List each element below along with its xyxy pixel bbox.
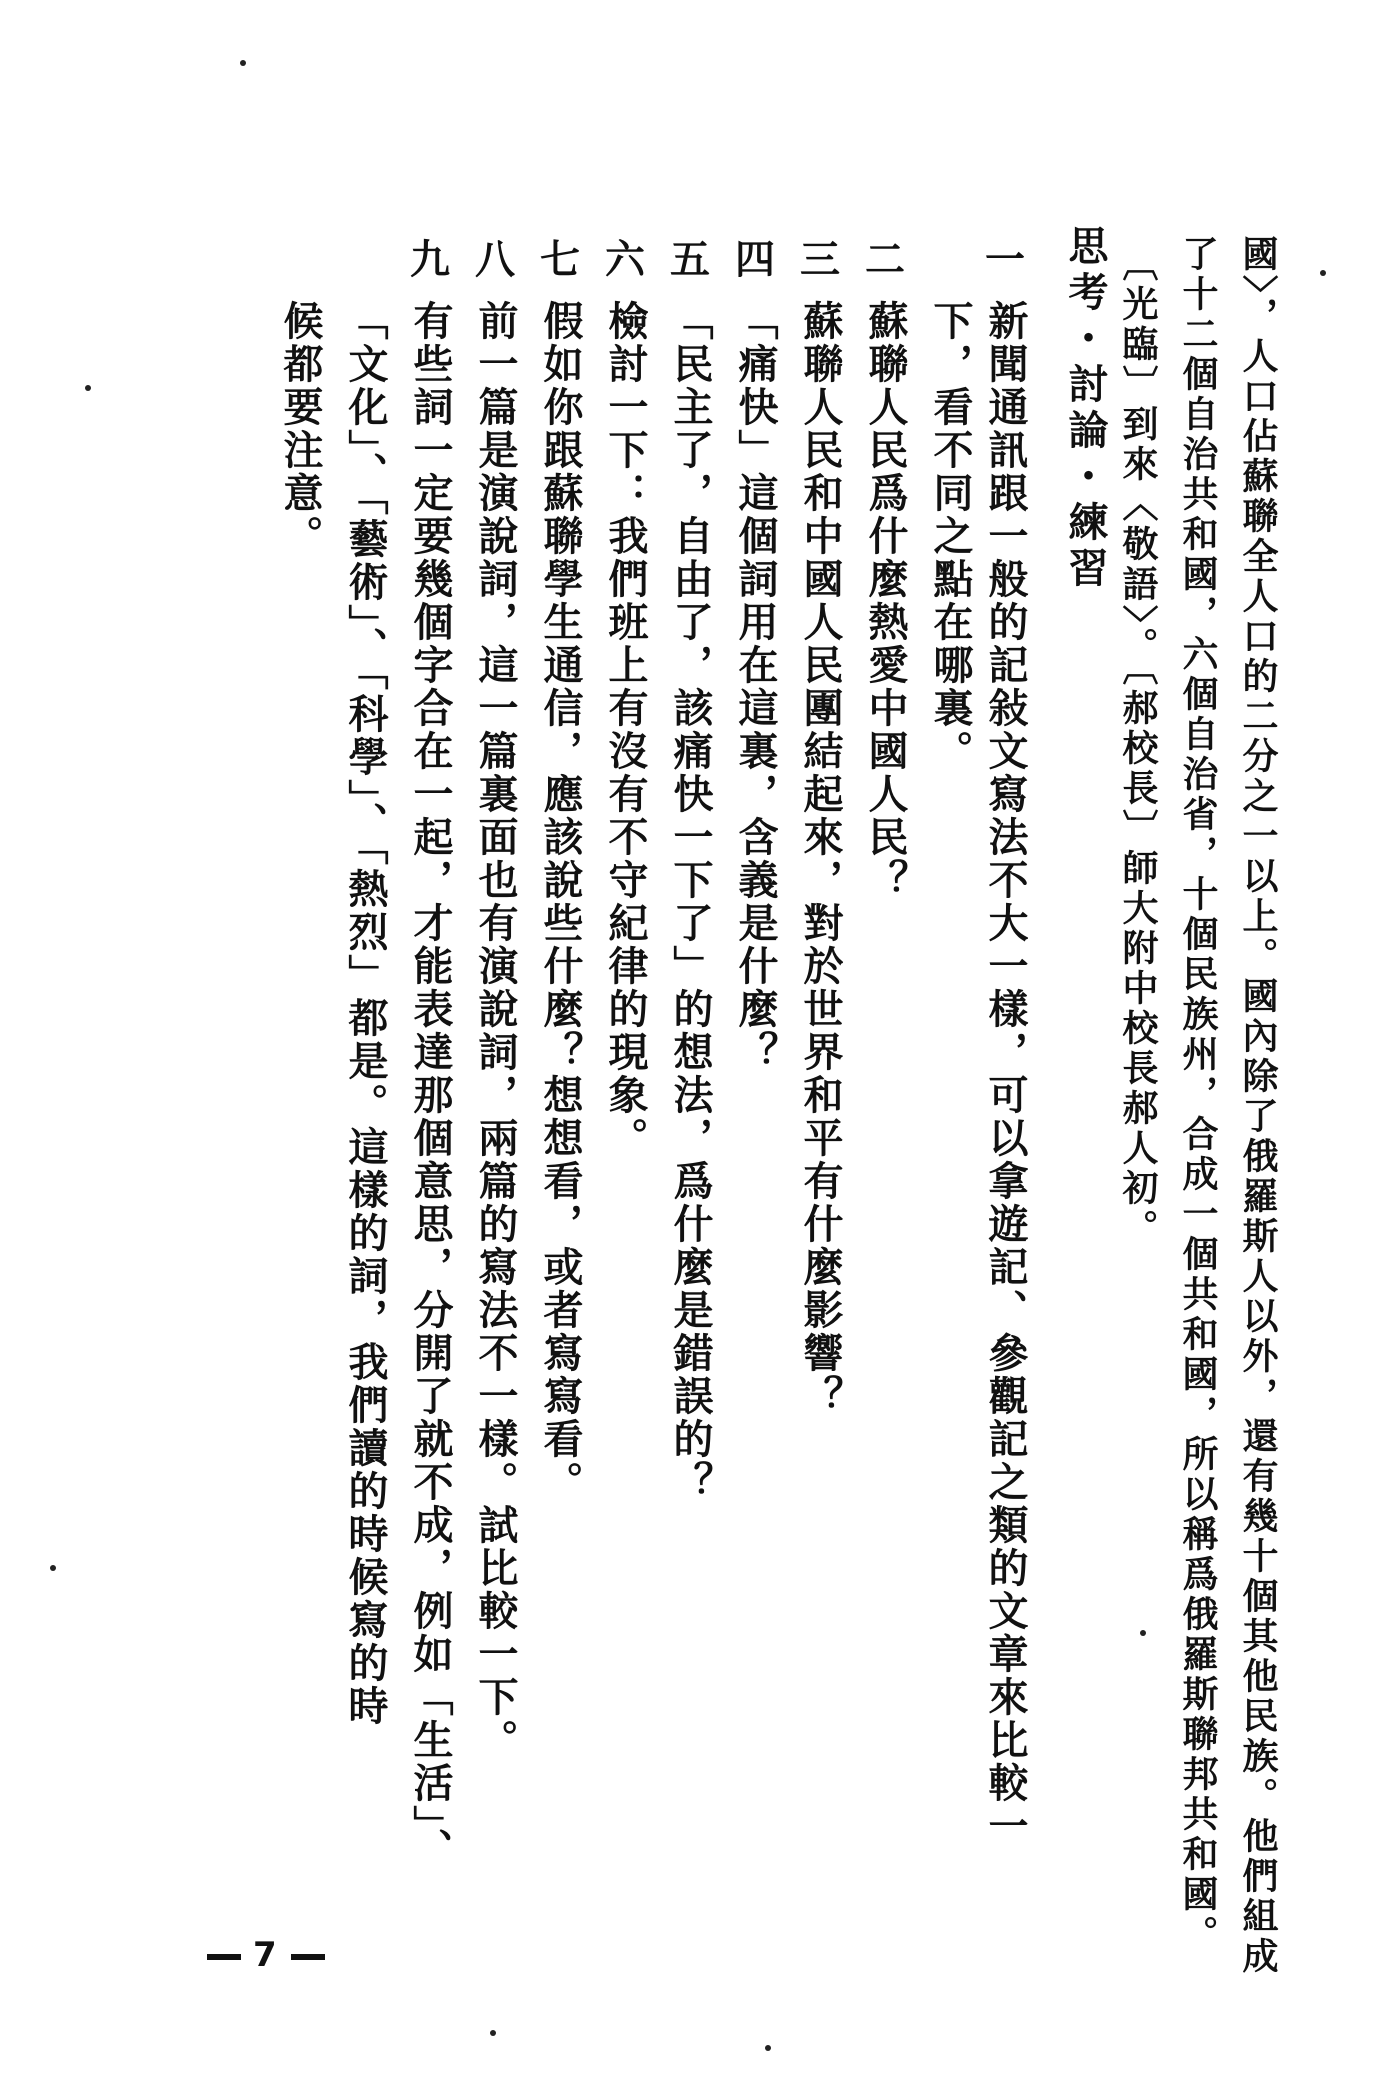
- question-line: 候都要注意。: [277, 300, 324, 558]
- note-line-3: 〔光臨〕到來〈敬語〉。〔郝校長〕師大附中校長郝人初。: [1117, 245, 1159, 1249]
- page-number: [195, 1935, 337, 1975]
- question-line: 下，看不同之點在哪裏。: [927, 300, 974, 773]
- scan-speck: [1320, 270, 1326, 276]
- dash-right: [291, 1954, 325, 1960]
- question-line: 「痛快」這個詞用在這裏，含義是什麼？: [732, 300, 779, 1074]
- scan-speck: [490, 2030, 496, 2036]
- question-line: 「文化」、「藝術」、「科學」、「熱烈」都是。這樣的詞，我們讀的時候寫的時: [342, 300, 389, 1728]
- question-number: 八: [475, 236, 515, 283]
- dash-left: [207, 1954, 241, 1960]
- scan-speck: [240, 60, 246, 66]
- question-number: 七: [540, 236, 580, 283]
- scan-speck: [85, 385, 91, 391]
- note-line-2: 了十二個自治共和國，六個自治省，十個民族州，合成一個共和國，所以稱爲俄羅斯聯邦共和國。: [1177, 235, 1219, 1955]
- question-line: 檢討一下：我們班上有沒有不守紀律的現象。: [602, 300, 649, 1160]
- question-number: 五: [670, 236, 710, 283]
- scan-speck: [50, 1565, 56, 1571]
- question-line: 蘇聯人民和中國人民團結起來，對於世界和平有什麼影響？: [797, 300, 844, 1418]
- question-line: 「民主了，自由了，該痛快一下了」的想法，爲什麼是錯誤的？: [667, 300, 714, 1504]
- page-number-value: 7: [253, 1935, 279, 1975]
- scan-speck: [765, 2045, 771, 2051]
- question-number: 三: [800, 236, 840, 283]
- question-number: 九: [410, 236, 450, 283]
- scan-speck: [1140, 1630, 1146, 1636]
- question-line: 假如你跟蘇聯學生通信，應該說些什麼？想想看，或者寫寫看。: [537, 300, 584, 1504]
- question-line: 有些詞一定要幾個字合在一起，才能表達那個意思，分開了就不成，例如「生活」、: [407, 300, 454, 1871]
- question-number: 六: [605, 236, 645, 283]
- question-line: 新聞通訊跟一般的記敍文寫法不大一樣，可以拿遊記、參觀記之類的文章來比較一: [982, 300, 1029, 1848]
- question-number: 二: [865, 236, 905, 283]
- question-line: 前一篇是演說詞，這一篇裏面也有演說詞，兩篇的寫法不一樣。試比較一下。: [472, 300, 519, 1762]
- question-line: 蘇聯人民爲什麼熱愛中國人民？: [862, 300, 909, 902]
- question-number: 四: [735, 236, 775, 283]
- note-line-1: 國〉，人口佔蘇聯全人口的二分之一以上。國內除了俄羅斯人以外，還有幾十個其他民族。他們組成: [1237, 235, 1279, 1977]
- section-heading: 思考・討論・練習: [1062, 225, 1109, 593]
- question-number: 一: [985, 236, 1025, 283]
